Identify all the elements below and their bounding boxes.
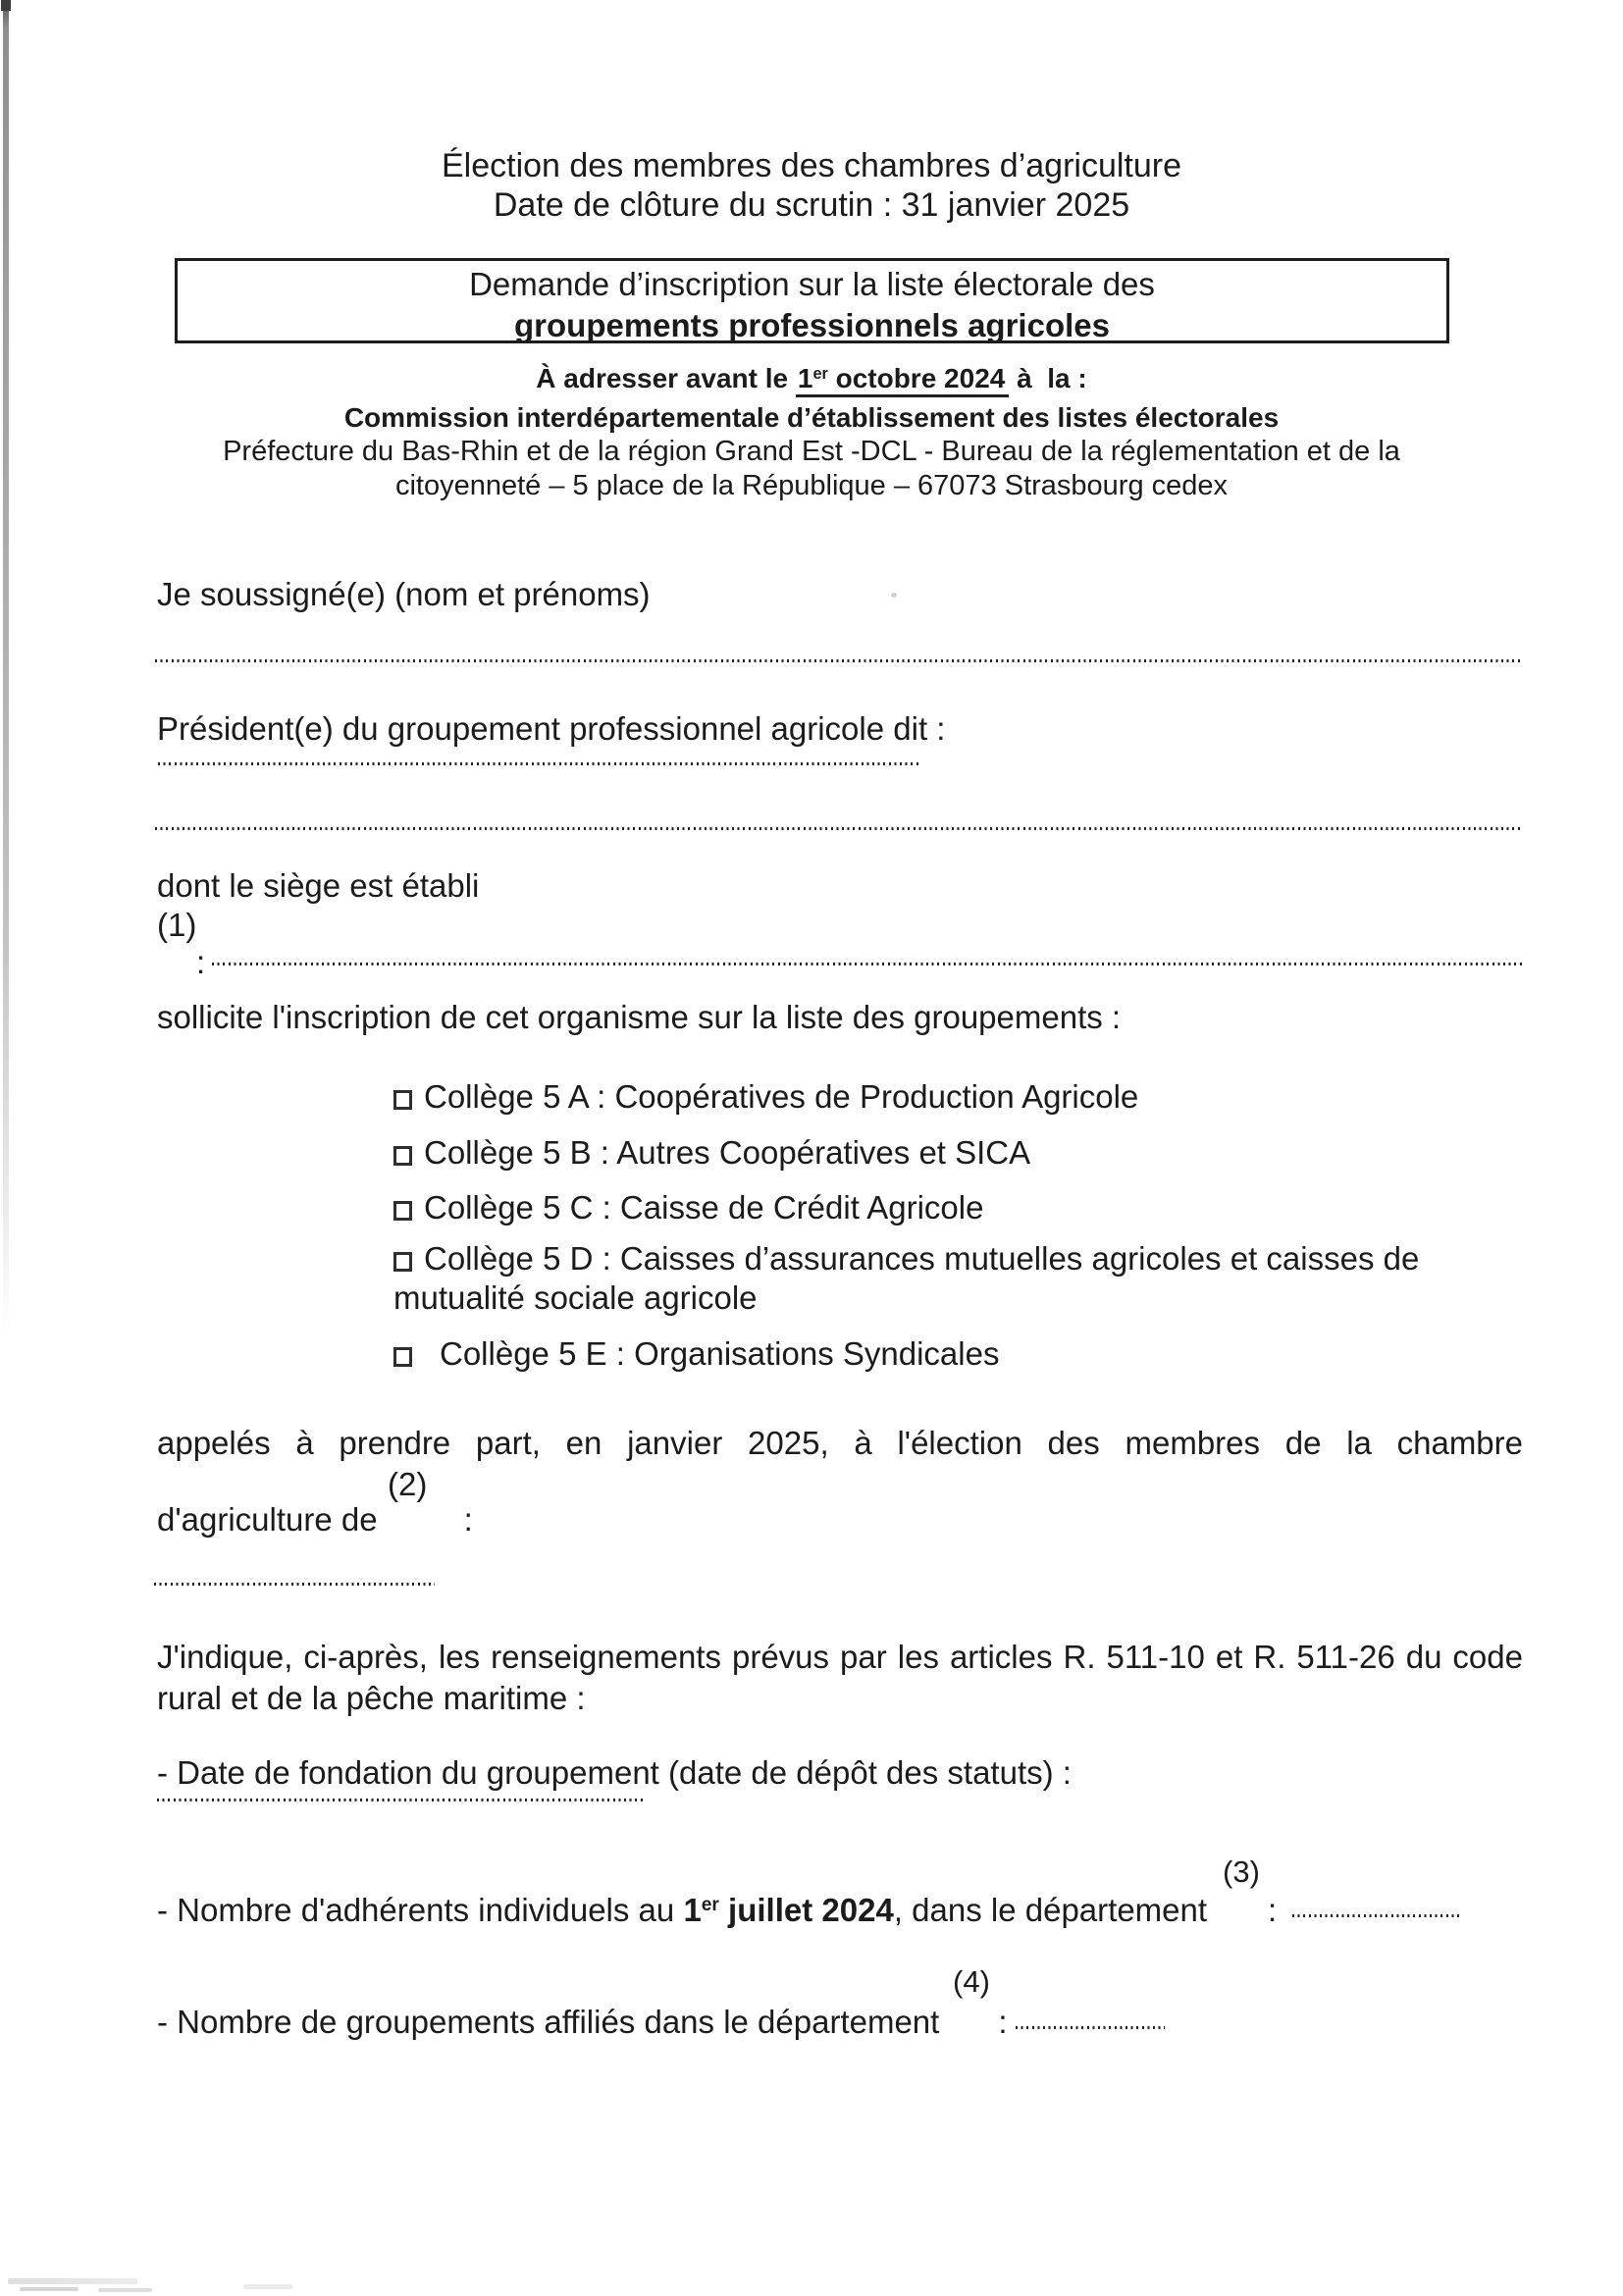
footnote-4-marker: (4): [953, 1964, 990, 1999]
college-5e-label: Collège 5 E : Organisations Syndicales: [440, 1335, 1000, 1372]
commission-line: Commission interdépartementale d’établissement des listes électorales: [343, 402, 1280, 433]
college-5b-label: Collège 5 B : Autres Coopératives et SICA: [424, 1134, 1031, 1171]
prefecture-line: Préfecture du Bas-Rhin et de la région Grand Est -DCL - Bureau de la réglementation et de la: [223, 436, 1400, 467]
city-line: citoyenneté – 5 place de la République – 67073 Strasbourg cedex: [394, 470, 1229, 501]
adherents-fill-line[interactable]: [1292, 1914, 1459, 1917]
doc-title: Élection des membres des chambres d’agriculture: [441, 147, 1181, 184]
appeles-line: appelés à prendre part, en janvier 2025, à l'élection des membres de la chambre: [157, 1425, 1523, 1461]
adherents-line: - Nombre d'adhérents individuels au 1er juillet 2024, dans le département :: [157, 1892, 1459, 1929]
fondation-label: - Date de fondation du groupement (date de dépôt des statuts) :: [157, 1754, 1072, 1791]
agriculture-fill-line[interactable]: [154, 1583, 435, 1586]
adherents-date: 1er juillet 2024: [683, 1892, 894, 1928]
sollicite-label: sollicite l'inscription de cet organisme sur la liste des groupements :: [157, 999, 1122, 1035]
groupements-line: - Nombre de groupements affiliés dans le département :: [157, 2004, 1165, 2041]
scan-streak-3: [98, 2288, 152, 2292]
form-title-box: [175, 258, 1449, 343]
college-5a-row: [393, 1077, 1138, 1117]
college-5c-checkbox[interactable]: [393, 1201, 412, 1221]
agriculture-line: d'agriculture de :: [157, 1501, 473, 1538]
college-5e-row: [393, 1334, 999, 1374]
college-5a-label: Collège 5 A : Coopératives de Production Agricole: [424, 1078, 1139, 1115]
scan-streak-2: [20, 2287, 79, 2291]
declarant-label: Je soussigné(e) (nom et prénoms): [157, 576, 651, 612]
form-title-line2: groupements professionnels agricoles: [514, 307, 1110, 343]
college-5c-label: Collège 5 C : Caisse de Crédit Agricole: [424, 1189, 984, 1226]
declarant-fill-line[interactable]: [155, 659, 1523, 662]
siege-fill-line[interactable]: [212, 963, 1523, 965]
mailing-block: [0, 361, 1623, 503]
college-5c-row: [393, 1188, 983, 1227]
jindique-paragraph: J'indique, ci-après, les renseignements prévus par les articles R. 511-10 et R. 511-26 du code rural et de la pêche maritime :: [157, 1639, 1523, 1716]
scan-streak-1: [8, 2278, 137, 2284]
scan-corner-artifact: [1, 0, 11, 11]
college-5d-row: [393, 1239, 1524, 1318]
footnote-3-marker: (3): [1223, 1854, 1260, 1889]
president-fill-line-2[interactable]: [155, 827, 1523, 830]
groupements-fill-line[interactable]: [1016, 2026, 1165, 2029]
president-label: Président(e) du groupement professionnel agricole dit :: [157, 710, 946, 747]
college-5b-checkbox[interactable]: [393, 1146, 412, 1166]
footnote-2-marker: (2): [388, 1466, 428, 1502]
closing-date-line: Date de clôture du scrutin : 31 janvier 2025: [493, 186, 1130, 224]
siege-colon: :: [196, 944, 206, 980]
footnote-1-marker: (1): [157, 907, 197, 943]
college-5d-label: Collège 5 D : Caisses d’assurances mutuelles agricoles et caisses de mutualité sociale agricole: [393, 1240, 1420, 1316]
scan-smudge: [891, 593, 897, 598]
siege-label: dont le siège est établi: [157, 867, 480, 904]
president-fill-line-1[interactable]: [158, 762, 919, 765]
fondation-fill-line[interactable]: [157, 1799, 644, 1801]
deadline-date: 1er octobre 2024: [796, 363, 1009, 397]
college-5d-checkbox[interactable]: [393, 1252, 412, 1272]
college-5e-checkbox[interactable]: [393, 1347, 412, 1367]
send-before-line: À adresser avant le 1er octobre 2024 à la :: [0, 361, 1623, 400]
form-title-line1: Demande d’inscription sur la liste électorale des: [469, 266, 1155, 302]
scan-streak-4: [243, 2284, 292, 2289]
college-5a-checkbox[interactable]: [393, 1090, 412, 1110]
college-5b-row: [393, 1133, 1030, 1173]
